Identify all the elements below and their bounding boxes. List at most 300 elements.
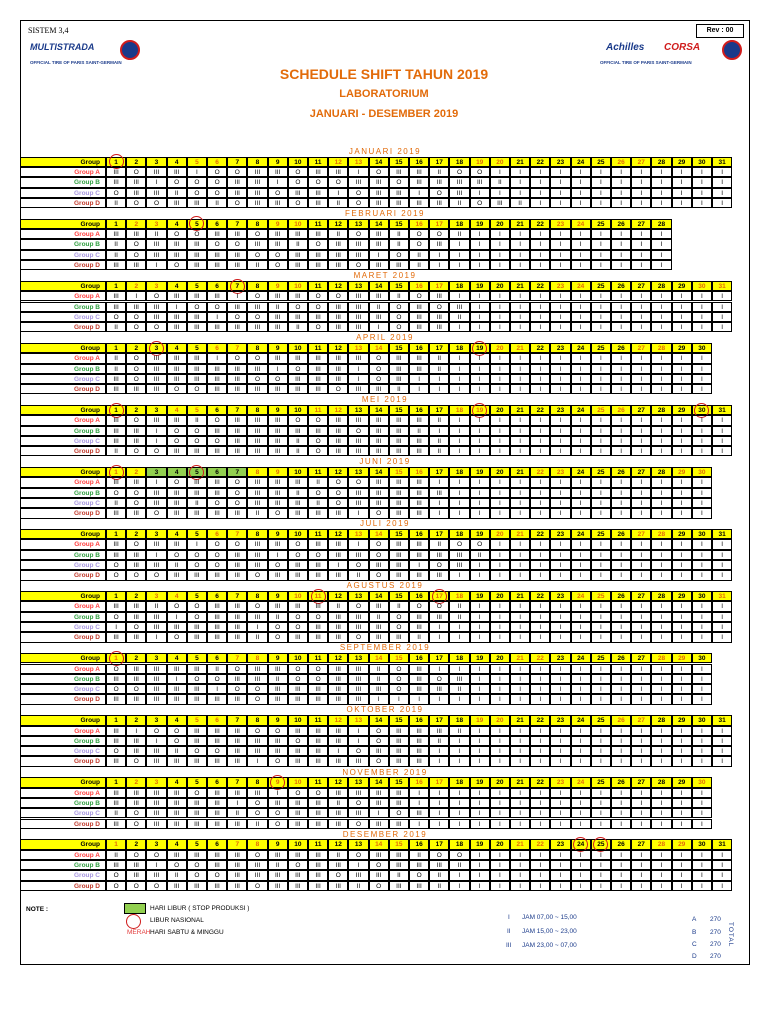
shift-cell: III [227, 322, 247, 332]
shift-cell: I [510, 188, 530, 198]
day-cell: 12 [328, 777, 348, 787]
corsa-brand: CORSA [664, 42, 701, 53]
shift-cell: I [611, 477, 631, 487]
shift-cell: O [288, 664, 308, 674]
shift-cell: O [207, 746, 227, 756]
shift-cell: O [207, 560, 227, 570]
shift-cell: III [227, 860, 247, 870]
shift-cell: O [106, 612, 126, 622]
shift-cell: III [126, 188, 146, 198]
shift-cell: O [146, 508, 166, 518]
shift-cell: III [146, 664, 166, 674]
shift-cell: O [308, 612, 328, 622]
shift-cell: I [530, 570, 550, 580]
shift-cell: III [328, 250, 348, 260]
shift-cell: I [631, 881, 651, 891]
shift-cell: III [409, 488, 429, 498]
shift-cell: III [389, 539, 409, 549]
shift-cell: III [106, 415, 126, 425]
shift-cell: O [348, 798, 368, 808]
shift-cell: III [126, 426, 146, 436]
day-cell: 29 [672, 591, 692, 601]
shift-cell: I [571, 477, 591, 487]
shift-cell: O [106, 664, 126, 674]
shift-cell: I [348, 508, 368, 518]
shift-cell: I [470, 870, 490, 880]
day-cell: 24 [571, 529, 591, 539]
shift-cell: I [490, 477, 510, 487]
shift-cell: I [490, 384, 510, 394]
shift-cell: I [571, 188, 591, 198]
day-cell: 2 [126, 715, 146, 725]
shift-cell: O [227, 239, 247, 249]
shift-cell: III [247, 426, 267, 436]
day-cell: 7 [227, 281, 247, 291]
shift-cell: I [651, 560, 671, 570]
day-cell: 18 [449, 715, 469, 725]
shift-cell: I [470, 632, 490, 642]
shift-cell: I [470, 684, 490, 694]
shift-cell: I [631, 322, 651, 332]
shift-cell: I [712, 167, 732, 177]
shift-row-a [20, 788, 712, 798]
day-cell: 17 [429, 343, 449, 353]
shift-cell: O [106, 188, 126, 198]
shift-cell: III [126, 664, 146, 674]
shift-cell: I [146, 477, 166, 487]
shift-cell: III [106, 229, 126, 239]
shift-cell: O [187, 384, 207, 394]
day-cell: 14 [369, 777, 389, 787]
shift-cell: III [348, 684, 368, 694]
shift-cell: III [207, 612, 227, 622]
shift-cell: III [348, 239, 368, 249]
shift-cell: I [651, 302, 671, 312]
shift-cell: I [530, 850, 550, 860]
shift-cell: I [611, 177, 631, 187]
group-a-label: Group A [20, 415, 106, 425]
shift-cell: I [550, 364, 570, 374]
shift-cell: I [611, 756, 631, 766]
shift-cell: O [369, 353, 389, 363]
shift-cell: III [247, 302, 267, 312]
shift-cell: III [106, 436, 126, 446]
shift-cell: I [530, 498, 550, 508]
day-cell: 24 [571, 839, 591, 849]
shift-cell: III [328, 570, 348, 580]
group-header-label: Group [20, 653, 106, 663]
shift-row-d [20, 384, 712, 394]
shift-cell: III [328, 364, 348, 374]
day-cell: 29 [672, 839, 692, 849]
day-cell: 26 [611, 157, 631, 167]
shift-cell: III [126, 736, 146, 746]
shift-cell: O [348, 746, 368, 756]
shift-cell: I [692, 436, 712, 446]
group-c-label: Group C [20, 250, 106, 260]
day-cell: 11 [308, 591, 328, 601]
day-cell: 5 [187, 405, 207, 415]
day-cell: 9 [268, 467, 288, 477]
shift-cell: I [571, 302, 591, 312]
day-cell: 27 [631, 529, 651, 539]
shift-cell: I [429, 250, 449, 260]
shift-cell: III [429, 684, 449, 694]
day-cell: 27 [631, 219, 651, 229]
shift-cell: I [651, 808, 671, 818]
day-cell: 7 [227, 405, 247, 415]
shift-cell: I [692, 788, 712, 798]
shift-row-a [20, 415, 732, 425]
shift-cell: I [672, 736, 692, 746]
shift-cell: I [571, 539, 591, 549]
shift-cell: I [470, 188, 490, 198]
shift-cell: I [571, 239, 591, 249]
shift-cell: I [591, 384, 611, 394]
shift-cell: III [268, 850, 288, 860]
shift-cell: O [126, 353, 146, 363]
shift-cell: II [328, 198, 348, 208]
shift-cell: I [712, 312, 732, 322]
day-cell: 30 [692, 343, 712, 353]
shift-cell: III [409, 808, 429, 818]
shift-cell: O [187, 601, 207, 611]
group-header-label: Group [20, 281, 106, 291]
shift-row-b [20, 177, 732, 187]
day-cell: 27 [631, 591, 651, 601]
day-cell: 21 [510, 591, 530, 601]
day-cell: 23 [550, 777, 570, 787]
shift-cell: III [268, 446, 288, 456]
shift-cell: O [187, 788, 207, 798]
group-d-label: Group D [20, 446, 106, 456]
shift-cell: I [470, 601, 490, 611]
shift-cell: I [510, 819, 530, 829]
shift-cell: I [429, 819, 449, 829]
day-cell: 22 [530, 839, 550, 849]
day-cell: 29 [672, 467, 692, 477]
day-cell: 10 [288, 777, 308, 787]
group-c-label: Group C [20, 498, 106, 508]
shift-cell: I [510, 550, 530, 560]
shift-cell: III [106, 177, 126, 187]
shift-cell: I [672, 384, 692, 394]
shift-cell: II [106, 850, 126, 860]
shift-cell: I [591, 229, 611, 239]
day-cell: 15 [389, 343, 409, 353]
day-cell: 5 [187, 653, 207, 663]
shift-cell: I [510, 736, 530, 746]
shift-cell: I [510, 488, 530, 498]
shift-cell: III [146, 622, 166, 632]
day-cell: 12 [328, 219, 348, 229]
shift-cell: I [126, 726, 146, 736]
day-cell: 8 [247, 777, 267, 787]
shift-cell: I [672, 353, 692, 363]
shift-cell: O [389, 302, 409, 312]
shift-cell: I [146, 860, 166, 870]
shift-cell: I [611, 384, 631, 394]
day-cell: 22 [530, 715, 550, 725]
day-cell: 28 [651, 157, 671, 167]
day-cell: 27 [631, 653, 651, 663]
shift-cell: I [530, 860, 550, 870]
group-header-label: Group [20, 219, 106, 229]
day-cell: 30 [692, 591, 712, 601]
day-cell: 1 [106, 591, 126, 601]
shift-cell: I [510, 508, 530, 518]
shift-cell: III [348, 788, 368, 798]
shift-cell: I [369, 250, 389, 260]
shift-cell: I [591, 570, 611, 580]
shift-cell: I [672, 674, 692, 684]
shift-2-code: II [507, 928, 511, 935]
day-cell: 26 [611, 777, 631, 787]
shift-cell: I [550, 664, 570, 674]
shift-cell: III [409, 498, 429, 508]
shift-cell: III [106, 384, 126, 394]
shift-cell: O [369, 364, 389, 374]
shift-cell: I [530, 374, 550, 384]
day-cell: 27 [631, 777, 651, 787]
shift-cell: I [591, 177, 611, 187]
shift-cell: III [227, 632, 247, 642]
shift-cell: I [429, 622, 449, 632]
shift-cell: III [187, 260, 207, 270]
shift-cell: O [409, 239, 429, 249]
shift-cell: III [268, 239, 288, 249]
shift-cell: III [389, 488, 409, 498]
day-cell: 13 [348, 157, 368, 167]
shift-cell: III [268, 736, 288, 746]
shift-cell: III [389, 788, 409, 798]
shift-cell: I [268, 177, 288, 187]
shift-cell: III [207, 632, 227, 642]
group-a-label: Group A [20, 664, 106, 674]
shift-cell: O [369, 860, 389, 870]
shift-cell: I [591, 694, 611, 704]
shift-cell: I [470, 819, 490, 829]
shift-cell: I [692, 664, 712, 674]
shift-cell: III [389, 426, 409, 436]
shift-cell: III [187, 881, 207, 891]
shift-cell: I [550, 250, 570, 260]
shift-cell: III [187, 808, 207, 818]
day-cell: 16 [409, 467, 429, 477]
shift-cell: I [530, 302, 550, 312]
shift-cell: I [510, 353, 530, 363]
shift-cell: II [490, 177, 510, 187]
legend-weekend-text: HARI SABTU & MINGGU [150, 929, 224, 936]
group-b-label: Group B [20, 426, 106, 436]
day-cell: 13 [348, 839, 368, 849]
day-cell: 11 [308, 839, 328, 849]
shift-cell: III [207, 881, 227, 891]
day-cell: 17 [429, 777, 449, 787]
shift-cell: II [389, 870, 409, 880]
shift-cell: O [126, 446, 146, 456]
shift-cell: I [449, 384, 469, 394]
day-cell: 15 [389, 777, 409, 787]
total-value-c: 270 [710, 941, 721, 948]
shift-cell: III [167, 198, 187, 208]
shift-cell: I [672, 436, 692, 446]
shift-cell: I [470, 312, 490, 322]
shift-cell: O [146, 881, 166, 891]
day-cell: 25 [591, 715, 611, 725]
shift-cell: I [530, 622, 550, 632]
day-cell: 5 [187, 219, 207, 229]
shift-cell: III [227, 736, 247, 746]
shift-cell: O [348, 477, 368, 487]
day-cell: 28 [651, 839, 671, 849]
shift-cell: III [247, 860, 267, 870]
shift-cell: I [550, 881, 570, 891]
shift-cell: O [389, 322, 409, 332]
day-cell: 9 [268, 777, 288, 787]
shift-cell: I [510, 446, 530, 456]
shift-cell: I [692, 312, 712, 322]
shift-cell: I [470, 570, 490, 580]
shift-cell: III [288, 819, 308, 829]
day-cell: 28 [651, 529, 671, 539]
psg-crest-icon [722, 40, 742, 60]
shift-cell: I [571, 612, 591, 622]
shift-cell: I [651, 167, 671, 177]
shift-cell: III [369, 229, 389, 239]
day-cell: 15 [389, 467, 409, 477]
day-cell: 8 [247, 343, 267, 353]
shift-cell: III [348, 291, 368, 301]
shift-cell: I [550, 322, 570, 332]
shift-cell: III [167, 508, 187, 518]
shift-cell: I [712, 291, 732, 301]
shift-cell: I [449, 364, 469, 374]
shift-cell: O [348, 819, 368, 829]
shift-cell: I [449, 353, 469, 363]
day-cell: 13 [348, 219, 368, 229]
shift-cell: O [429, 229, 449, 239]
shift-cell: III [106, 601, 126, 611]
shift-cell: III [227, 788, 247, 798]
shift-cell: I [651, 788, 671, 798]
day-cell: 14 [369, 653, 389, 663]
shift-cell: I [631, 664, 651, 674]
shift-cell: O [409, 291, 429, 301]
shift-cell: O [207, 415, 227, 425]
shift-cell: I [470, 426, 490, 436]
shift-cell: I [571, 322, 591, 332]
shift-cell: I [611, 881, 631, 891]
shift-row-c [20, 312, 732, 322]
shift-cell: I [692, 726, 712, 736]
shift-cell: I [530, 808, 550, 818]
shift-cell: I [490, 446, 510, 456]
shift-cell: III [247, 477, 267, 487]
group-b-label: Group B [20, 736, 106, 746]
shift-cell: III [227, 446, 247, 456]
shift-cell: III [409, 436, 429, 446]
shift-cell: O [268, 808, 288, 818]
shift-row-b [20, 550, 732, 560]
shift-cell: O [126, 488, 146, 498]
shift-cell: I [692, 570, 712, 580]
shift-cell: I [348, 736, 368, 746]
shift-cell: I [207, 684, 227, 694]
shift-cell: O [389, 622, 409, 632]
shift-cell: I [571, 560, 591, 570]
shift-cell: I [571, 736, 591, 746]
shift-cell: I [470, 384, 490, 394]
shift-cell: III [369, 684, 389, 694]
shift-cell: III [389, 508, 409, 518]
shift-cell: I [571, 446, 591, 456]
shift-cell: O [126, 881, 146, 891]
shift-cell: III [429, 570, 449, 580]
shift-cell: O [167, 229, 187, 239]
day-cell: 2 [126, 405, 146, 415]
day-cell: 22 [530, 343, 550, 353]
shift-cell: I [571, 726, 591, 736]
group-header-label: Group [20, 715, 106, 725]
shift-cell: III [187, 353, 207, 363]
shift-cell: III [207, 364, 227, 374]
day-cell: 11 [308, 157, 328, 167]
shift-cell: III [268, 167, 288, 177]
total-group-a: A [692, 916, 697, 923]
shift-cell: II [288, 436, 308, 446]
shift-cell: I [631, 819, 651, 829]
shift-cell: I [692, 488, 712, 498]
shift-cell: II [308, 477, 328, 487]
shift-cell: O [207, 239, 227, 249]
shift-cell: I [146, 736, 166, 746]
shift-cell: I [571, 384, 591, 394]
shift-cell: O [187, 612, 207, 622]
shift-cell: O [470, 539, 490, 549]
shift-cell: O [328, 488, 348, 498]
shift-cell: II [106, 808, 126, 818]
day-cell: 8 [247, 219, 267, 229]
shift-cell: I [530, 446, 550, 456]
day-cell: 21 [510, 467, 530, 477]
shift-cell: II [106, 446, 126, 456]
day-cell: 30 [692, 777, 712, 787]
shift-cell: I [449, 498, 469, 508]
shift-cell: I [611, 508, 631, 518]
shift-cell: III [369, 560, 389, 570]
shift-cell: O [146, 570, 166, 580]
shift-cell: III [348, 436, 368, 446]
group-d-label: Group D [20, 881, 106, 891]
shift-cell: III [288, 384, 308, 394]
day-cell: 20 [490, 777, 510, 787]
shift-cell: III [429, 312, 449, 322]
shift-cell: I [571, 353, 591, 363]
shift-cell: II [106, 250, 126, 260]
day-cell: 13 [348, 715, 368, 725]
day-cell: 1 [106, 777, 126, 787]
day-cell: 3 [146, 529, 166, 539]
shift-cell: III [268, 426, 288, 436]
day-cell: 26 [611, 591, 631, 601]
shift-cell: III [207, 694, 227, 704]
shift-cell: III [308, 570, 328, 580]
shift-cell: II [369, 664, 389, 674]
day-cell: 6 [207, 467, 227, 477]
shift-cell: I [692, 798, 712, 808]
shift-cell: I [510, 539, 530, 549]
